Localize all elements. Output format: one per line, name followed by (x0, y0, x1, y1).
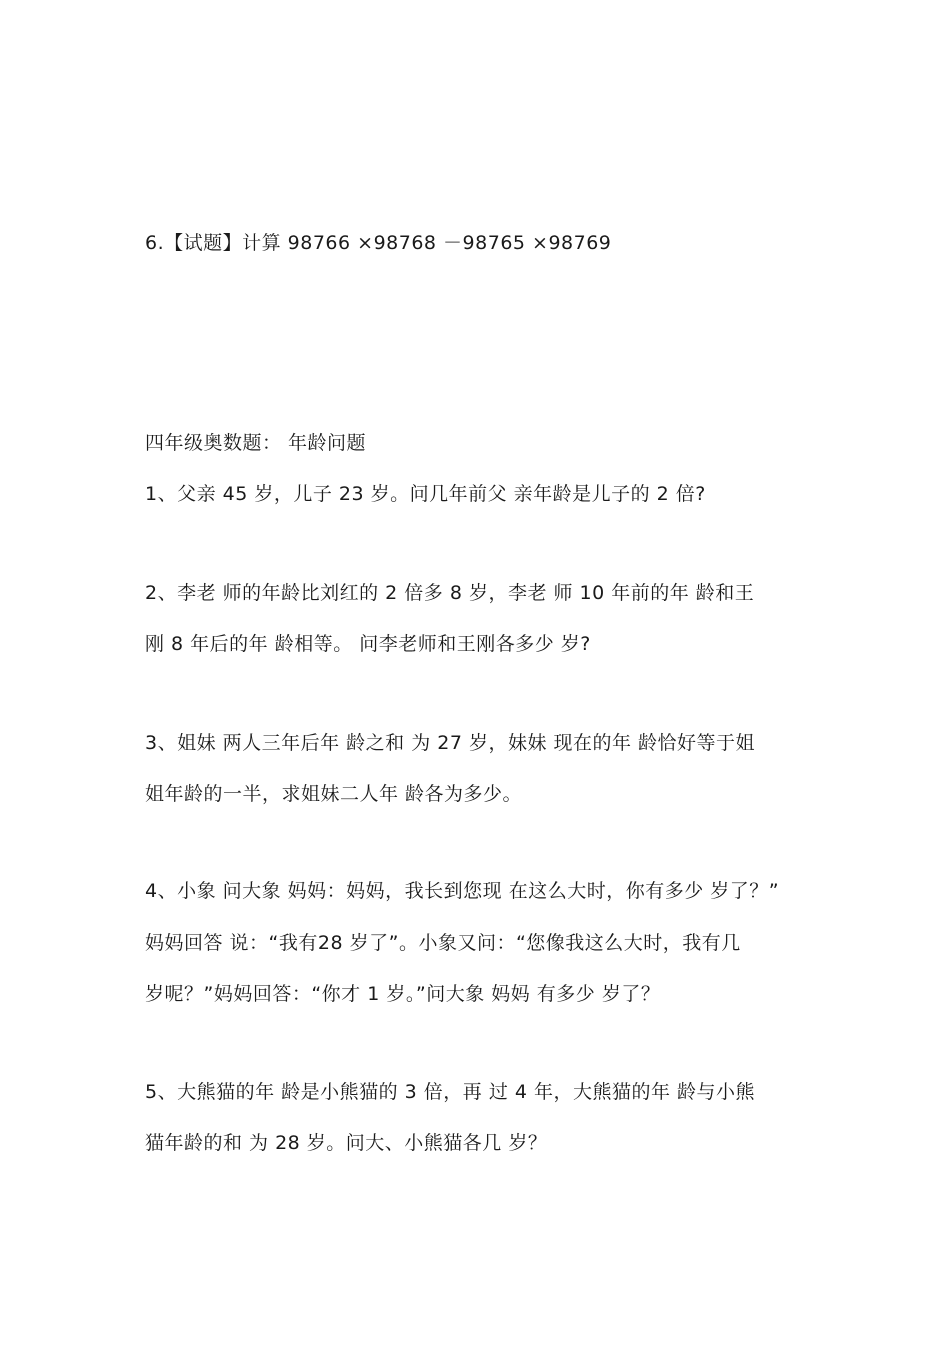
problem-4-line-1: 4、小象 问大象 妈妈：妈妈，我长到您现 在这么大时，你有多少 岁了？” (145, 880, 780, 902)
problem-4-line-2: 妈妈回答 说：“我有28 岁了”。小象又问：“您像我这么大时，我有几 (145, 932, 741, 954)
problem-2-line-2: 刚 8 年后的年 龄相等。 问李老师和王刚各多少 岁? (145, 633, 591, 655)
problem-5-line-1: 5、大熊猫的年 龄是小熊猫的 3 倍，再 过 4 年，大熊猫的年 龄与小熊 (145, 1081, 756, 1103)
problem-2-line-1: 2、李老 师的年龄比刘红的 2 倍多 8 岁，李老 师 10 年前的年 龄和王 (145, 582, 755, 604)
problem-3-line-1: 3、姐妹 两人三年后年 龄之和 为 27 岁，妹妹 现在的年 龄恰好等于姐 (145, 732, 756, 754)
problem-3-line-2: 姐年龄的一半，求姐妹二人年 龄各为多少。 (145, 783, 523, 805)
problem-4-line-3: 岁呢？”妈妈回答：“你才 1 岁。”问大象 妈妈 有多少 岁了？ (145, 983, 661, 1005)
exercise-6-text: 6.【试题】计算 98766 ×98768 －98765 ×98769 (145, 232, 612, 254)
problem-5-line-2: 猫年龄的和 为 28 岁。问大、小熊猫各几 岁？ (145, 1132, 548, 1154)
problem-1-line-1: 1、父亲 45 岁，儿子 23 岁。问几年前父 亲年龄是儿子的 2 倍? (145, 483, 706, 505)
section-title: 四年级奥数题： 年龄问题 (145, 432, 367, 454)
